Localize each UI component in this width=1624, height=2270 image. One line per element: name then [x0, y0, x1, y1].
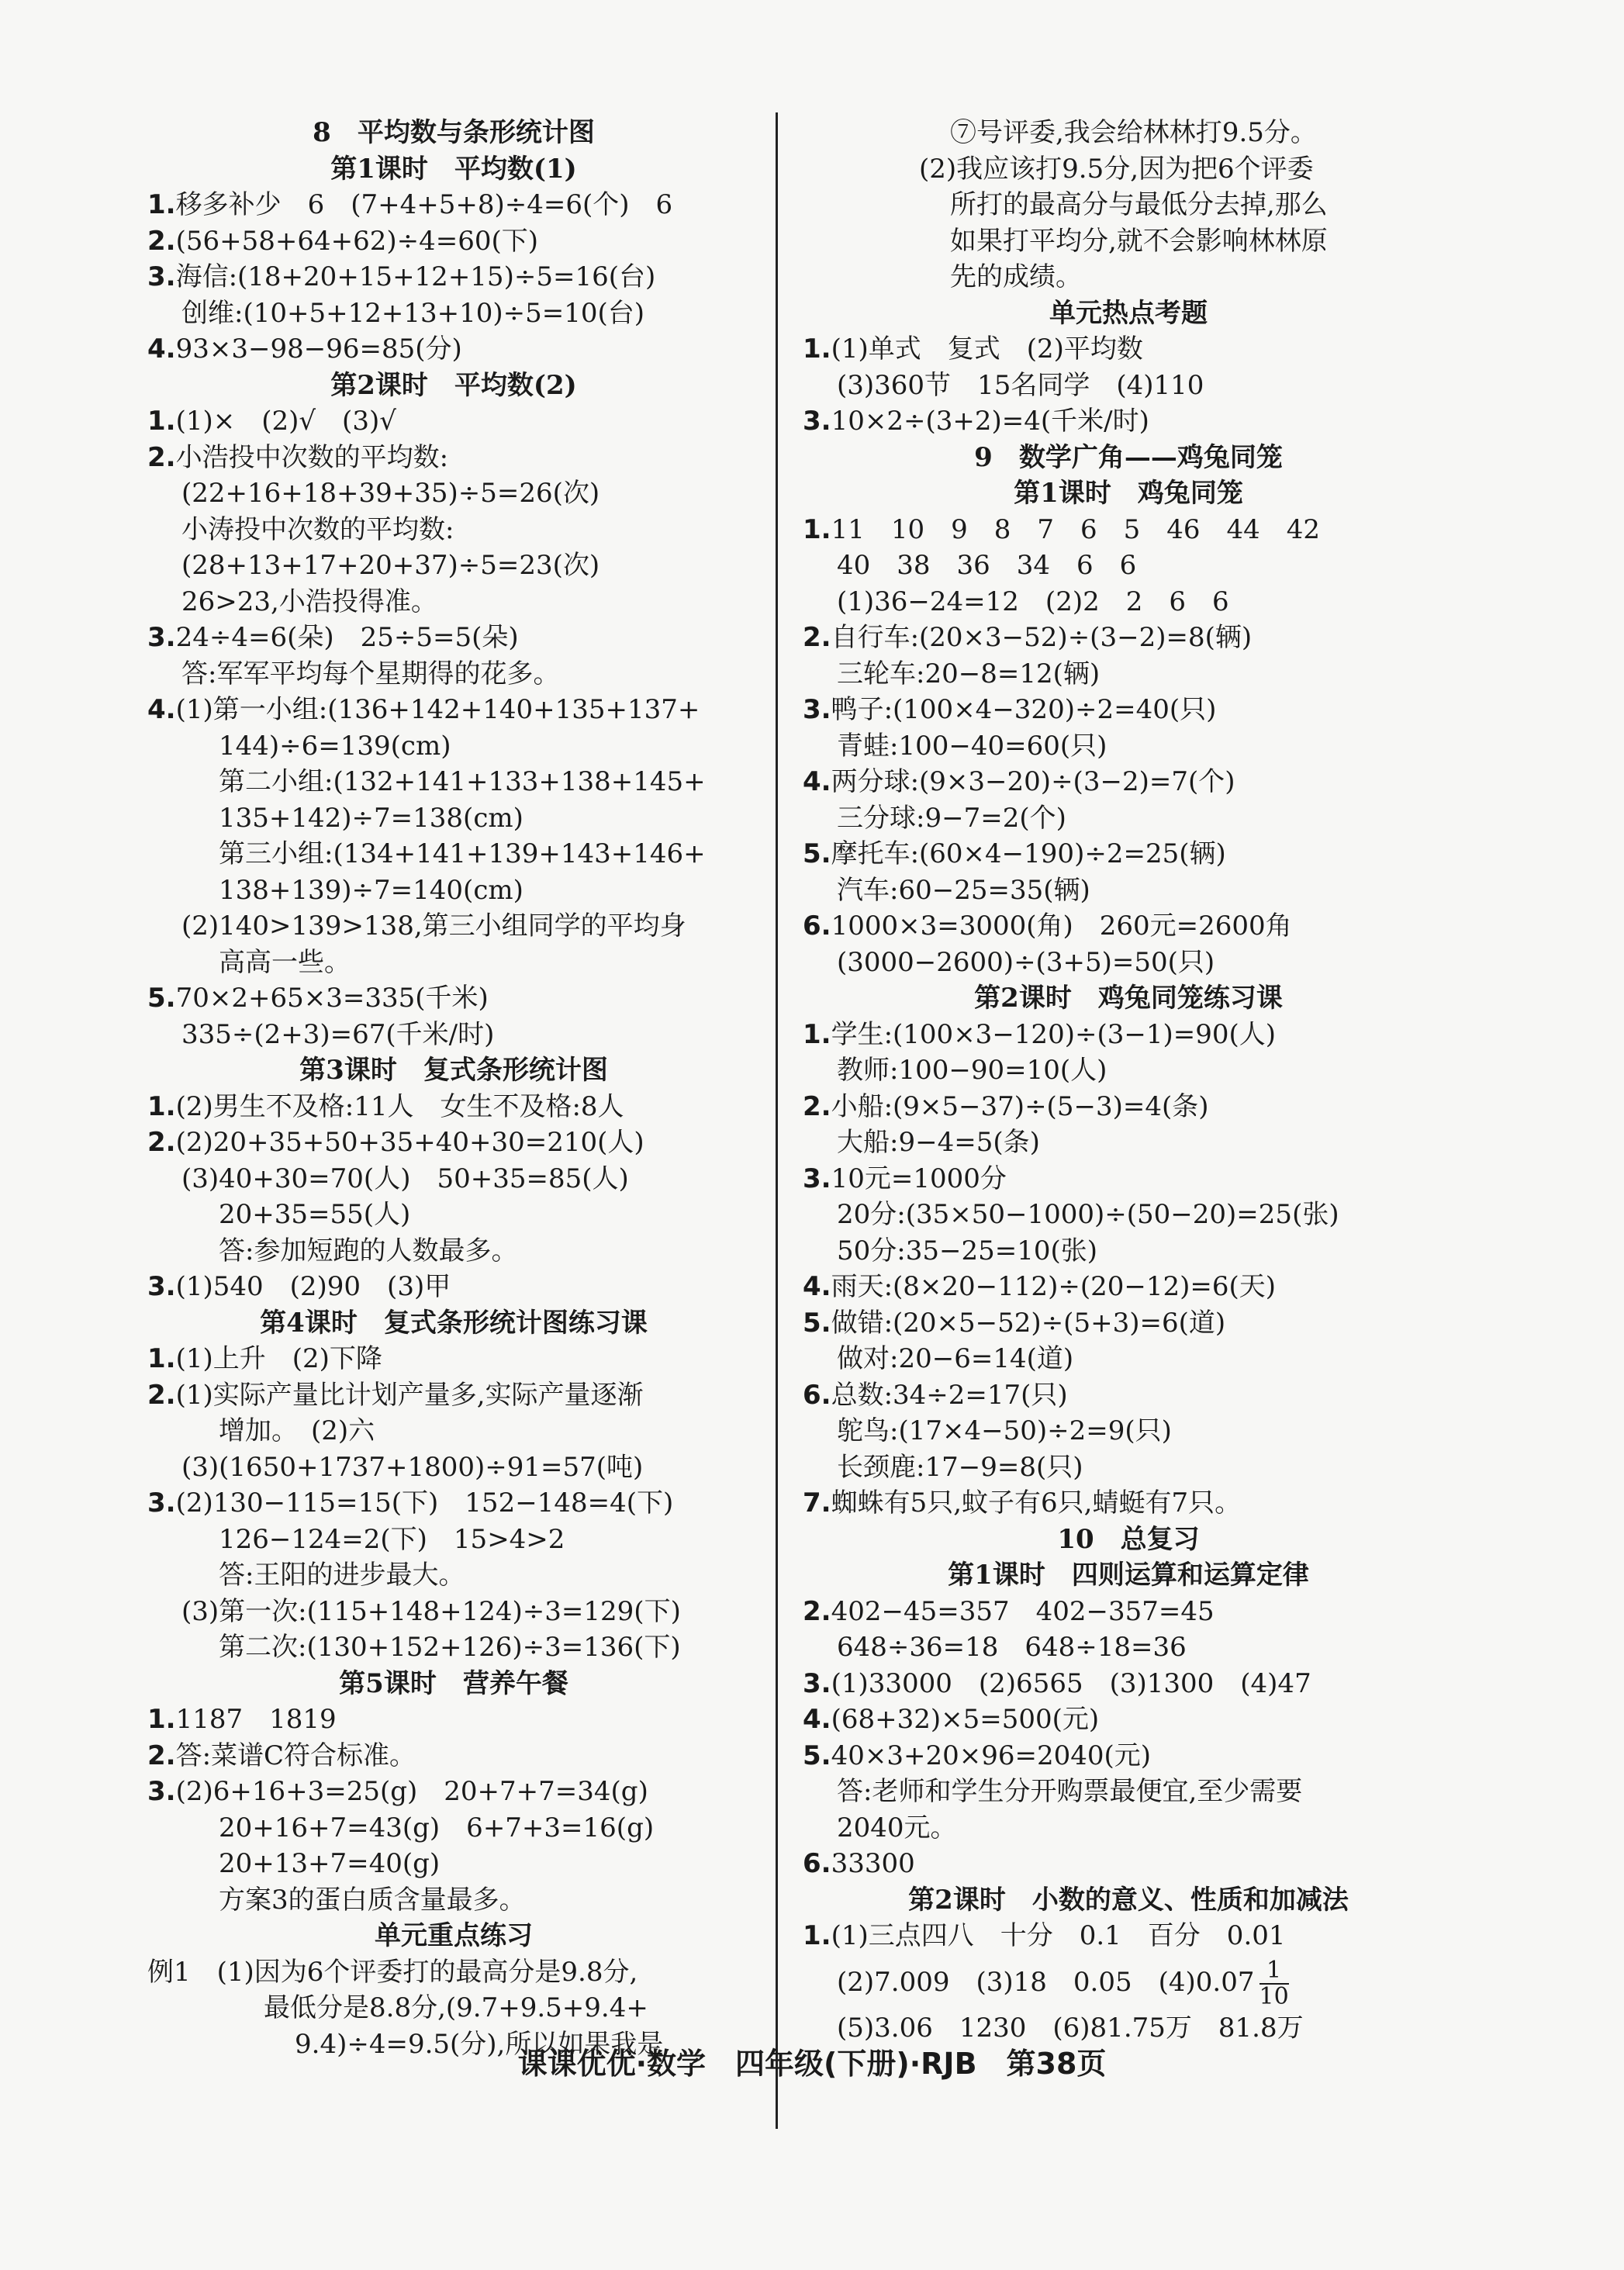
answer-line — [803, 548, 1454, 584]
answer-line — [147, 1377, 760, 1414]
section-heading — [147, 1305, 760, 1342]
answer-line — [147, 1233, 760, 1270]
answer-text: (22+16+18+39+35)÷5=26(次) — [181, 478, 600, 509]
answer-text: 20+13+7=40(g) — [219, 1848, 441, 1879]
answer-text: 答:老师和学生分开购票最便宜,至少需要 — [837, 1776, 1303, 1807]
answer-line — [147, 512, 760, 548]
answer-line — [803, 223, 1454, 260]
answer-text: 三轮车:20−8=12(辆) — [837, 658, 1101, 689]
answer-text: 鸭子:(100×4−320)÷2=40(只) — [831, 694, 1217, 725]
answer-text: 答:菜谱C符合标准。 — [175, 1740, 416, 1771]
answer-line — [147, 223, 760, 260]
answer-text: 第二小组:(132+141+133+138+145+ — [219, 766, 706, 797]
answer-line — [803, 1125, 1454, 1161]
question-number: 1. — [147, 1704, 176, 1735]
question-number: 1. — [147, 1090, 176, 1122]
question-number: 4. — [147, 333, 176, 365]
question-number: 1. — [803, 1920, 831, 1951]
answer-text: 335÷(2+3)=67(千米/时) — [181, 1018, 495, 1050]
answer-text: 高高一些。 — [219, 946, 351, 978]
answer-line — [147, 1629, 760, 1666]
section-heading — [803, 475, 1454, 512]
question-number: 3. — [147, 622, 176, 653]
answer-line — [803, 1738, 1454, 1774]
answer-line — [147, 1882, 760, 1919]
answer-text: 9.4)÷4=9.5(分),所以如果我是 — [295, 2028, 664, 2060]
answer-text: 所打的最高分与最低分去掉,那么 — [950, 189, 1328, 220]
answer-line — [147, 1594, 760, 1630]
question-number: 6. — [803, 1848, 831, 1879]
answer-text: (1)× (2)√ (3)√ — [175, 406, 396, 437]
fraction-denominator: 10 — [1259, 1982, 1289, 2010]
answer-line — [147, 1485, 760, 1522]
answer-text: 小浩投中次数的平均数: — [175, 441, 449, 473]
answer-line — [147, 440, 760, 476]
answer-line — [803, 764, 1454, 800]
section-heading — [147, 1918, 760, 1954]
section-heading — [147, 1052, 760, 1089]
heading-text: 第4课时 复式条形统计图练习课 — [260, 1307, 648, 1339]
answer-line — [803, 945, 1454, 981]
answer-text: 10元=1000分 — [831, 1163, 1007, 1194]
question-number: 5. — [803, 1307, 831, 1339]
answer-line — [147, 1341, 760, 1377]
answer-text: 1187 1819 — [175, 1704, 337, 1735]
question-number: 2. — [803, 622, 831, 653]
question-number: 6. — [803, 910, 831, 942]
question-number: 3. — [803, 694, 831, 725]
answer-line — [803, 836, 1454, 872]
question-number: 5. — [803, 838, 831, 869]
answer-text: 40×3+20×96=2040(元) — [831, 1740, 1152, 1771]
answer-line — [803, 187, 1454, 223]
answer-line — [803, 151, 1454, 188]
question-number: 5. — [147, 983, 176, 1014]
answer-line — [147, 620, 760, 656]
answer-line — [147, 1125, 760, 1161]
question-number: 3. — [147, 1487, 176, 1519]
answer-text: (2)6+16+3=25(g) 20+7+7=34(g) — [175, 1776, 648, 1807]
question-number: 3. — [803, 1667, 831, 1699]
answer-text: 402−45=357 402−357=45 — [831, 1595, 1215, 1627]
answer-line — [147, 548, 760, 584]
answer-line — [147, 475, 760, 512]
question-number: 2. — [147, 441, 176, 473]
answer-line — [803, 1269, 1454, 1305]
right-column — [803, 115, 1454, 2046]
answer-line — [147, 945, 760, 981]
answer-text: 两分球:(9×3−20)÷(3−2)=7(个) — [831, 766, 1235, 797]
question-number: 1. — [147, 1343, 176, 1374]
answer-text: 答:王阳的进步最大。 — [219, 1560, 465, 1591]
question-number: 6. — [803, 1379, 831, 1411]
answer-line — [803, 656, 1454, 693]
answer-text: (2)140>139>138,第三小组同学的平均身 — [181, 910, 686, 942]
answer-line — [803, 1377, 1454, 1414]
answer-line — [803, 1197, 1454, 1233]
answer-text: 总数:34÷2=17(只) — [831, 1379, 1068, 1411]
answer-line — [147, 836, 760, 872]
question-number: 3. — [803, 1163, 831, 1194]
question-number: 4. — [147, 694, 176, 725]
answer-line — [803, 403, 1454, 440]
answer-text: ⑦号评委,我会给林林打9.5分。 — [950, 117, 1317, 148]
answer-line — [803, 1918, 1454, 1954]
answer-text: 答:军军平均每个星期得的花多。 — [181, 658, 560, 689]
answer-line — [803, 584, 1454, 620]
answer-line — [803, 1161, 1454, 1197]
answer-line — [803, 259, 1454, 295]
heading-text: 9 数学广角——鸡兔同笼 — [974, 441, 1283, 473]
answer-line — [147, 728, 760, 765]
answer-text: (68+32)×5=500(元) — [831, 1704, 1100, 1735]
answer-line — [147, 1846, 760, 1882]
answer-text: (3)(1650+1737+1800)÷91=57(吨) — [181, 1451, 644, 1483]
answer-text: 答:参加短跑的人数最多。 — [219, 1235, 518, 1266]
fraction-numerator: 1 — [1259, 1958, 1289, 1985]
question-number: 1. — [147, 406, 176, 437]
heading-text: 第2课时 平均数(2) — [330, 369, 577, 401]
answer-text: 50分:35−25=10(张) — [837, 1235, 1098, 1266]
answer-text: (1)36−24=12 (2)2 2 6 6 — [837, 586, 1229, 617]
heading-text: 第5课时 营养午餐 — [339, 1667, 568, 1699]
answer-text: (3)360节 15名同学 (4)110 — [837, 369, 1204, 401]
answer-text: 三分球:9−7=2(个) — [837, 802, 1066, 834]
section-heading — [803, 440, 1454, 476]
answer-text: (2)130−115=15(下) 152−148=4(下) — [175, 1487, 674, 1519]
answer-line — [803, 1666, 1454, 1702]
answer-line — [803, 1702, 1454, 1738]
question-number: 4. — [803, 1271, 831, 1302]
answer-line — [147, 1738, 760, 1774]
answer-line — [803, 1341, 1454, 1377]
answer-text: (28+13+17+20+37)÷5=23(次) — [181, 550, 600, 581]
answer-text: 大船:9−4=5(条) — [837, 1127, 1040, 1158]
answer-line — [147, 1990, 760, 2026]
heading-text: 第1课时 四则运算和运算定律 — [948, 1560, 1309, 1591]
answer-line — [803, 331, 1454, 368]
answer-line — [147, 187, 760, 223]
question-number: 2. — [147, 225, 176, 257]
answer-line — [147, 1557, 760, 1594]
section-heading — [147, 1666, 760, 1702]
answer-line — [147, 692, 760, 728]
answer-line — [803, 1954, 1454, 2010]
answer-text: (3)第一次:(115+148+124)÷3=129(下) — [181, 1595, 681, 1627]
question-number: 3. — [147, 1776, 176, 1807]
answer-line — [147, 656, 760, 693]
answer-line — [147, 1449, 760, 1486]
question-number: 2. — [803, 1090, 831, 1122]
section-heading — [147, 151, 760, 188]
answer-text: 移多补少 6 (7+4+5+8)÷4=6(个) 6 — [175, 189, 673, 220]
answer-line — [803, 1774, 1454, 1810]
page-footer: 课课优优·数学 四年级(下册)·RJB 第38页 — [517, 2047, 1107, 2081]
answer-line — [147, 259, 760, 295]
answer-line — [147, 872, 760, 909]
answer-text: 40 38 36 34 6 6 — [837, 550, 1137, 581]
answer-text: (1)540 (2)90 (3)甲 — [175, 1271, 451, 1302]
answer-line — [147, 908, 760, 945]
answer-text: (1)上升 (2)下降 — [175, 1343, 382, 1374]
answer-text: (1)第一小组:(136+142+140+135+137+ — [175, 694, 700, 725]
answer-line — [803, 908, 1454, 945]
answer-line — [147, 800, 760, 837]
question-number: 5. — [803, 1740, 831, 1771]
section-heading — [803, 295, 1454, 332]
answer-text: 海信:(18+20+15+12+15)÷5=16(台) — [175, 261, 656, 292]
answer-text: 如果打平均分,就不会影响林林原 — [950, 225, 1328, 257]
answer-line — [147, 1522, 760, 1558]
question-number: 1. — [147, 189, 176, 220]
answer-text: (1)三点四八 十分 0.1 百分 0.01 — [831, 1920, 1286, 1951]
answer-line — [803, 1305, 1454, 1342]
answer-line — [803, 1485, 1454, 1522]
answer-text: 第三小组:(134+141+139+143+146+ — [219, 838, 706, 869]
answer-line — [803, 1089, 1454, 1125]
question-number: 2. — [147, 1379, 176, 1411]
answer-line — [803, 872, 1454, 909]
heading-text: 10 总复习 — [1057, 1523, 1200, 1555]
answer-line — [803, 1629, 1454, 1666]
answer-text: 10×2÷(3+2)=4(千米/时) — [831, 406, 1149, 437]
answer-line — [147, 1413, 760, 1449]
answer-text: (56+58+64+62)÷4=60(下) — [175, 225, 539, 257]
answer-line — [803, 115, 1454, 151]
answer-text: 长颈鹿:17−9=8(只) — [837, 1451, 1083, 1483]
answer-line — [147, 403, 760, 440]
answer-line — [147, 584, 760, 620]
answer-text: (2)7.009 (3)18 0.05 (4)0.07 — [837, 1966, 1255, 1998]
answer-line — [803, 1449, 1454, 1486]
answer-line — [147, 1702, 760, 1738]
answer-text: 自行车:(20×3−52)÷(3−2)=8(辆) — [831, 622, 1253, 653]
answer-line — [803, 1052, 1454, 1089]
answer-text: (3000−2600)÷(3+5)=50(只) — [837, 946, 1215, 978]
section-heading — [147, 115, 760, 151]
answer-line — [147, 1197, 760, 1233]
answer-line — [147, 1954, 760, 1991]
answer-text: 33300 — [831, 1848, 915, 1879]
column-divider — [776, 112, 778, 2129]
answer-text: 增加。 (2)六 — [219, 1415, 375, 1446]
answer-text: (1)单式 复式 (2)平均数 — [831, 333, 1143, 365]
section-heading — [803, 1522, 1454, 1558]
question-number: 3. — [147, 1271, 176, 1302]
answer-text: 摩托车:(60×4−190)÷2=25(辆) — [831, 838, 1226, 869]
question-number: 1. — [803, 333, 831, 365]
answer-text: 20+16+7=43(g) 6+7+3=16(g) — [219, 1812, 655, 1843]
question-number: 1. — [803, 1018, 831, 1050]
answer-line — [147, 1089, 760, 1125]
answer-line — [147, 1810, 760, 1847]
answer-line — [147, 1269, 760, 1305]
answer-text: 做错:(20×5−52)÷(5+3)=6(道) — [831, 1307, 1226, 1339]
heading-text: 第1课时 平均数(1) — [330, 153, 577, 185]
heading-text: 第3课时 复式条形统计图 — [299, 1055, 608, 1086]
answer-text: 例1 (1)因为6个评委打的最高分是9.8分, — [147, 1956, 638, 1988]
answer-text: 最低分是8.8分,(9.7+9.5+9.4+ — [264, 1992, 648, 2023]
answer-text: 雨天:(8×20−112)÷(20−12)=6(天) — [831, 1271, 1277, 1302]
answer-text: 学生:(100×3−120)÷(3−1)=90(人) — [831, 1018, 1277, 1050]
answer-line — [147, 1017, 760, 1053]
answer-line — [803, 368, 1454, 404]
heading-text: 单元热点考题 — [1049, 297, 1208, 329]
question-number: 7. — [803, 1487, 831, 1519]
answer-text: 小涛投中次数的平均数: — [181, 513, 454, 545]
answer-text: 20+35=55(人) — [219, 1199, 411, 1230]
answer-line — [147, 331, 760, 368]
answer-text: (2)男生不及格:11人 女生不及格:8人 — [175, 1090, 624, 1122]
answer-line — [147, 1774, 760, 1810]
answer-text: 20分:(35×50−1000)÷(50−20)=25(张) — [837, 1199, 1339, 1230]
question-number: 2. — [803, 1595, 831, 1627]
answer-text: 70×2+65×3=335(千米) — [175, 983, 489, 1014]
answer-line — [803, 1594, 1454, 1630]
answer-text: 方案3的蛋白质含量最多。 — [219, 1884, 526, 1916]
answer-text: (2)我应该打9.5分,因为把6个评委 — [919, 153, 1314, 185]
answer-line — [803, 512, 1454, 548]
heading-text: 第2课时 小数的意义、性质和加减法 — [908, 1884, 1349, 1916]
answer-line — [803, 1810, 1454, 1847]
answer-text: (1)实际产量比计划产量多,实际产量逐渐 — [175, 1379, 644, 1411]
heading-text: 单元重点练习 — [375, 1920, 533, 1951]
answer-line — [803, 800, 1454, 837]
answer-text: (2)20+35+50+35+40+30=210(人) — [175, 1127, 644, 1158]
question-number: 4. — [803, 766, 831, 797]
left-column — [147, 115, 760, 2062]
answer-text: 135+142)÷7=138(cm) — [219, 802, 523, 834]
heading-text: 8 平均数与条形统计图 — [313, 117, 595, 148]
answer-text: (5)3.06 1230 (6)81.75万 81.8万 — [837, 2012, 1304, 2044]
answer-text: 126−124=2(下) 15>4>2 — [219, 1523, 565, 1555]
answer-text: (3)40+30=70(人) 50+35=85(人) — [181, 1163, 629, 1194]
answer-text: 24÷4=6(朵) 25÷5=5(朵) — [175, 622, 519, 653]
answer-text: 教师:100−90=10(人) — [837, 1055, 1107, 1086]
answer-line — [803, 1233, 1454, 1270]
answer-line — [147, 764, 760, 800]
question-number: 1. — [803, 513, 831, 545]
answer-line — [147, 295, 760, 332]
fraction — [1259, 1958, 1289, 2009]
answer-text: 做对:20−6=14(道) — [837, 1343, 1074, 1374]
heading-text: 第1课时 鸡兔同笼 — [1014, 478, 1243, 509]
section-heading — [803, 980, 1454, 1017]
answer-text: 144)÷6=139(cm) — [219, 730, 451, 762]
answer-text: 26>23,小浩投得准。 — [181, 586, 437, 617]
answer-line — [803, 728, 1454, 765]
question-number: 3. — [803, 406, 831, 437]
answer-text: 汽车:60−25=35(辆) — [837, 874, 1090, 906]
section-heading — [803, 1557, 1454, 1594]
answer-line — [147, 980, 760, 1017]
section-heading — [147, 368, 760, 404]
answer-text: 11 10 9 8 7 6 5 46 44 42 — [831, 513, 1321, 545]
heading-text: 第2课时 鸡兔同笼练习课 — [974, 983, 1283, 1014]
answer-text: 1000×3=3000(角) 260元=2600角 — [831, 910, 1292, 942]
answer-text: 鸵鸟:(17×4−50)÷2=9(只) — [837, 1415, 1172, 1446]
answer-line — [803, 620, 1454, 656]
answer-text: 648÷36=18 648÷18=36 — [837, 1632, 1187, 1663]
section-heading — [803, 1882, 1454, 1919]
answer-line — [803, 1846, 1454, 1882]
answer-line — [803, 1413, 1454, 1449]
answer-text: 2040元。 — [837, 1812, 957, 1843]
answer-text: 第二次:(130+152+126)÷3=136(下) — [219, 1632, 681, 1663]
answer-text: 青蛙:100−40=60(只) — [837, 730, 1107, 762]
answer-line — [147, 1161, 760, 1197]
question-number: 3. — [147, 261, 176, 292]
question-number: 4. — [803, 1704, 831, 1735]
question-number: 2. — [147, 1740, 176, 1771]
answer-text: (1)33000 (2)6565 (3)1300 (4)47 — [831, 1667, 1311, 1699]
answer-line — [803, 1017, 1454, 1053]
question-number: 2. — [147, 1127, 176, 1158]
answer-text: 蜘蛛有5只,蚊子有6只,蜻蜓有7只。 — [831, 1487, 1242, 1519]
answer-text: 138+139)÷7=140(cm) — [219, 874, 523, 906]
answer-text: 小船:(9×5−37)÷(5−3)=4(条) — [831, 1090, 1209, 1122]
answer-line — [803, 692, 1454, 728]
answer-text: 93×3−98−96=85(分) — [175, 333, 462, 365]
answer-text: 先的成绩。 — [950, 261, 1082, 292]
answer-text: 创维:(10+5+12+13+10)÷5=10(台) — [181, 297, 645, 329]
